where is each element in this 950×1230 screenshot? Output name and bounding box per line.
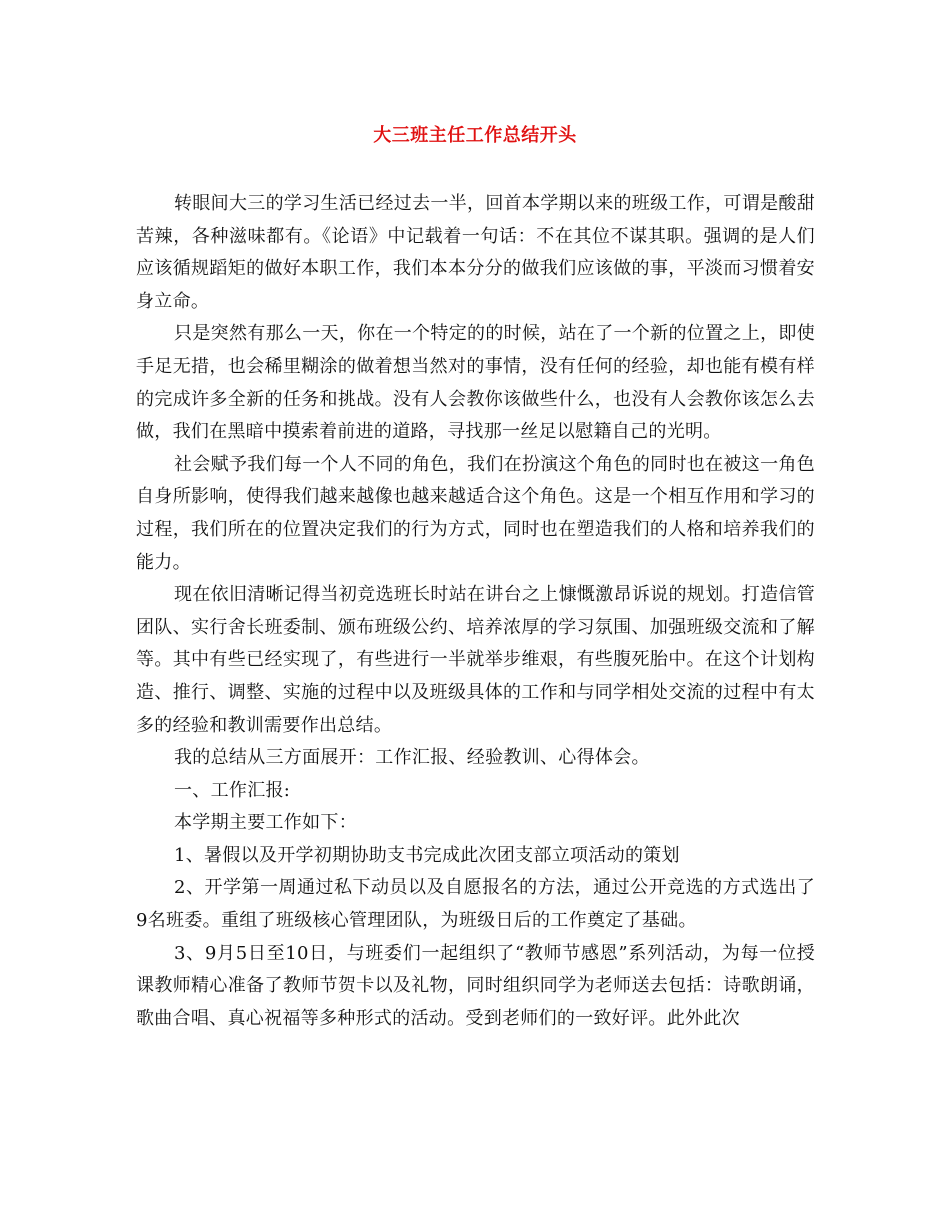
list-item: 2、开学第一周通过私下动员以及自愿报名的方法，通过公开竞选的方式选出了9名班委。重组了班级核心管理团队，为班级日后的工作奠定了基础。 (136, 877, 815, 932)
document-title: 大三班主任工作总结开头 (373, 125, 577, 146)
section-heading: 一、工作汇报: (174, 779, 291, 801)
paragraph: 本学期主要工作如下： (174, 812, 357, 834)
paragraph: 转眼间大三的学习生活已经过去一半，回首本学期以来的班级工作，可谓是酸甜苦辣，各种滋味都有。《论语》中记载着一句话：不在其位不谋其职。强调的是人们应该循规蹈矩的做好本职工作，我们本本分分的做我们应该做的事，平淡而习惯着安身立命。 (136, 193, 815, 312)
paragraph: 现在依旧清晰记得当初竞选班长时站在讲台之上慷慨激昂诉说的规划。打造信管团队、实行舍长班委制、颁布班级公约、培养浓厚的学习氛围、加强班级交流和了解等。其中有些已经实现了，有些进行一半就举步维艰，有些腹死胎中。在这个计划构造、推行、调整、实施的过程中以及班级具体的工作和与同学相处交流的过程中有太多的经验和教训需要作出总结。 (136, 584, 815, 736)
list-item: 1、暑假以及开学初期协助支书完成此次团支部立项活动的策划 (174, 844, 680, 866)
document-body (136, 188, 815, 1035)
list-item: 3、9月5日至10日，与班委们一起组织了“教师节感恩”系列活动，为每一位授课教师精心准备了教师节贺卡以及礼物，同时组织同学为老师送去包括：诗歌朗诵，歌曲合唱、真心祝福等多种形式的活动。受到老师们的一致好评。此外此次 (136, 942, 815, 1029)
paragraph: 只是突然有那么一天，你在一个特定的的时候，站在了一个新的位置之上，即使手足无措，也会稀里糊涂的做着想当然对的事情，没有任何的经验，却也能有模有样的完成许多全新的任务和挑战。没有人会教你该做些什么，也没有人会教你该怎么去做，我们在黑暗中摸索着前进的道路，寻找那一丝足以慰籍自己的光明。 (136, 323, 815, 443)
paragraph: 我的总结从三方面展开：工作汇报、经验教训、心得体会。 (174, 747, 650, 769)
paragraph: 社会赋予我们每一个人不同的角色，我们在扮演这个角色的同时也在被这一角色自身所影响，使得我们越来越像也越来越适合这个角色。这是一个相互作用和学习的过程，我们所在的位置决定我们的行为方式，同时也在塑造我们的人格和培养我们的能力。 (136, 453, 815, 573)
